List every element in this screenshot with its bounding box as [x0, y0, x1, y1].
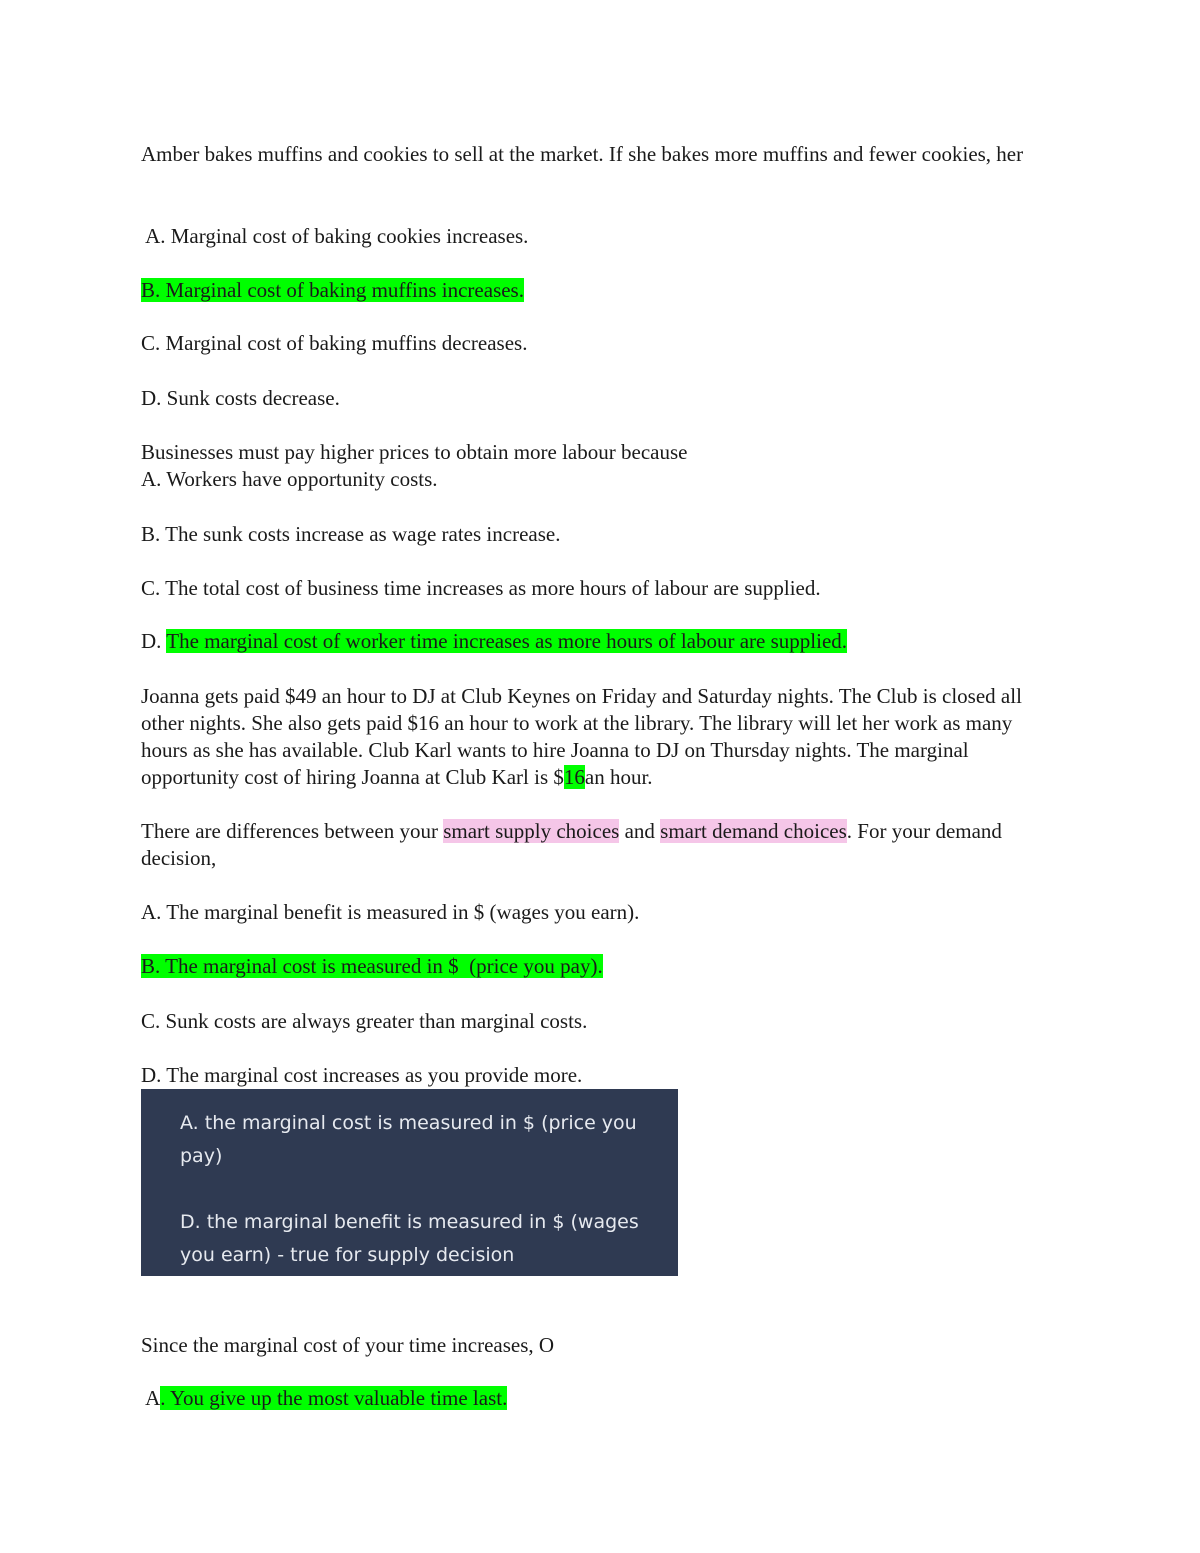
stem-text: . For your demand decision, [141, 819, 1002, 870]
question-3-text: Joanna gets paid $49 an hour to DJ at Club Keynes on Friday and Saturday nights. The Club is closed all other nights. She also gets paid $16 an hour to work at the library. The library will let her work as many hours as she has available. Club Karl wants to hire Joanna to DJ on Thursday nights. The marginal opportunity cost of hiring Joanna at Club Karl is $ [141, 684, 1022, 789]
question-5-stem: Since the marginal cost of your time increases, O [141, 1333, 555, 1357]
question-2-option-b: B. The sunk costs increase as wage rates increase. [141, 522, 561, 546]
question-1-stem: Amber bakes muffins and cookies to sell at the market. If she bakes more muffins and fewer cookies, her [141, 142, 1024, 166]
question-1-option-c: C. Marginal cost of baking muffins decreases. [141, 331, 528, 355]
question-2-option-a: A. Workers have opportunity costs. [141, 467, 438, 491]
question-4-option-b [141, 953, 1061, 980]
question-1-option-d: D. Sunk costs decrease. [141, 386, 340, 410]
screenshot-line: you earn) - true for supply decision [180, 1244, 515, 1266]
screenshot-line: A. the marginal cost is measured in $ (price you [180, 1112, 637, 1134]
highlighted-answer: 16 [563, 765, 585, 789]
highlighted-answer: . You give up the most valuable time last. [160, 1386, 508, 1410]
highlighted-answer: The marginal cost of worker time increases as more hours of labour are supplied. [166, 629, 848, 653]
question-4-option-a: A. The marginal benefit is measured in $ (wages you earn). [141, 900, 640, 924]
stem-text: There are differences between your [141, 819, 444, 843]
question-3-paragraph [141, 683, 1061, 791]
screenshot-line: D. the marginal benefit is measured in $ (wages [180, 1211, 639, 1233]
screenshot-line: pay) [180, 1145, 223, 1167]
embedded-answer-screenshot [141, 1089, 678, 1276]
option-prefix: A [141, 1386, 161, 1410]
highlighted-term-demand: smart demand choices [660, 819, 847, 843]
question-4-option-d: D. The marginal cost increases as you provide more. [141, 1063, 583, 1087]
question-2-option-d [141, 628, 1061, 655]
option-text: A. Marginal cost of baking cookies increases. [141, 224, 529, 248]
question-4-option-c: C. Sunk costs are always greater than marginal costs. [141, 1009, 588, 1033]
question-5-option-a [141, 1385, 1061, 1412]
question-4-stem [141, 818, 1061, 872]
highlighted-answer: B. The marginal cost is measured in $ (price you pay). [141, 954, 603, 978]
option-prefix: D. [141, 629, 167, 653]
question-2-stem: Businesses must pay higher prices to obtain more labour because [141, 440, 688, 464]
question-3-text-after: an hour. [584, 765, 653, 789]
question-1-option-b [141, 277, 1061, 304]
question-1-option-a [141, 223, 1061, 250]
highlighted-term-supply: smart supply choices [443, 819, 620, 843]
stem-text: and [619, 819, 661, 843]
highlighted-answer: B. Marginal cost of baking muffins increases. [141, 278, 524, 302]
question-2-option-c: C. The total cost of business time increases as more hours of labour are supplied. [141, 576, 821, 600]
